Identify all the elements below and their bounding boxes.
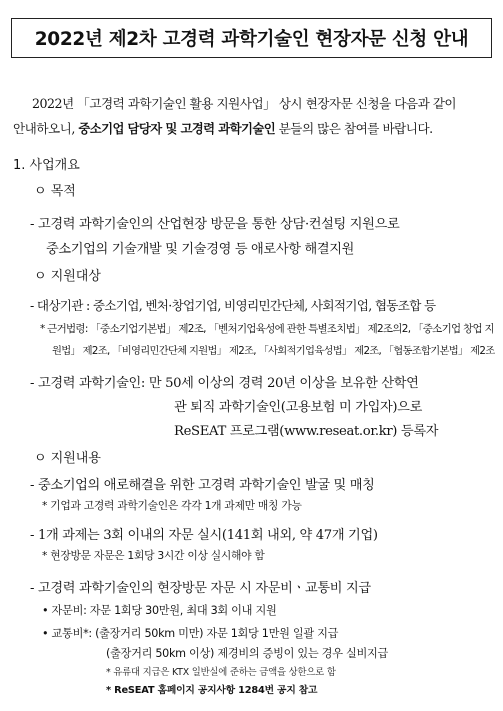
expert-line-3: ReSEAT 프로그램(www.reseat.or.kr) 등록자 <box>174 424 439 439</box>
content-label: ㅇ 지원내용 <box>34 451 101 466</box>
intro-line-2-bold: 중소기업 담당자 및 고경력 과학기술인 <box>78 121 276 136</box>
intro-line-2 <box>13 118 433 137</box>
target-label: ㅇ 지원대상 <box>34 269 101 284</box>
content-fee: - 고경력 과학기술인의 현장방문 자문 시 자문비ㆍ교통비 지급 <box>30 581 371 596</box>
intro-line-2-pre: 안내하오니, <box>13 121 79 136</box>
purpose-line-2: 중소기업의 기술개발 및 기술경영 등 애로사항 해결지원 <box>46 242 354 257</box>
content-consult-note: * 현장방문 자문은 1회당 3시간 이상 실시해야 함 <box>42 549 265 562</box>
fee-transport-2: (출장거리 50km 이상) 제경비의 증빙이 있는 경우 실비지급 <box>106 647 388 660</box>
fee-note-1: * 유류대 지급은 KTX 일반실에 준하는 금액을 상한으로 함 <box>106 667 336 678</box>
content-match: - 중소기업의 애로해결을 위한 고경력 과학기술인 발굴 및 매칭 <box>30 478 375 493</box>
purpose-label: ㅇ 목적 <box>34 184 76 199</box>
intro-line-1: 2022년 「고경력 과학기술인 활용 지원사업」 상시 현장자문 신청을 다음과 같이 <box>32 96 457 111</box>
target-basis-line-1: * 근거법령: 「중소기업기본법」 제2조, 「벤처기업육성에 관한 특별조치법」 제2조의2, 「중소기업 창업 지 <box>40 323 494 335</box>
target-basis-line-2: 원법」 제2조, 「비영리민간단체 지원법」 제2조, 「사회적기업육성법」 제2조, 「협동조합기본법」 제2조 <box>52 345 495 357</box>
content-consult: - 1개 과제는 3회 이내의 자문 실시(141회 내외, 약 47개 기업) <box>30 528 378 543</box>
purpose-line-1: - 고경력 과학기술인의 산업현장 방문을 통한 상담·컨설팅 지원으로 <box>30 217 400 232</box>
expert-line-2: 관 퇴직 과학기술인(고용보험 미 가입자)으로 <box>174 400 422 415</box>
section-heading: 1. 사업개요 <box>13 158 80 173</box>
page-title: 2022년 제2차 고경력 과학기술인 현장자문 신청 안내 <box>11 18 492 58</box>
expert-line-1: - 고경력 과학기술인: 만 50세 이상의 경력 20년 이상을 보유한 산학연 <box>30 376 419 391</box>
fee-note-2: * ReSEAT 홈페이지 공지사항 1284번 공지 참고 <box>106 685 318 696</box>
content-match-note: * 기업과 고경력 과학기술인은 각각 1개 과제만 매칭 가능 <box>42 499 302 512</box>
intro-line-2-post: 분들의 많은 참여를 바랍니다. <box>275 121 433 136</box>
fee-advice: • 자문비: 자문 1회당 30만원, 최대 3회 이내 지원 <box>42 604 277 617</box>
fee-transport-1: • 교통비*: (출장거리 50km 미만) 자문 1회당 1만원 일괄 지급 <box>42 627 339 640</box>
target-institutions: - 대상기관 : 중소기업, 벤처·창업기업, 비영리민간단체, 사회적기업, 협동조합 등 <box>30 298 436 313</box>
